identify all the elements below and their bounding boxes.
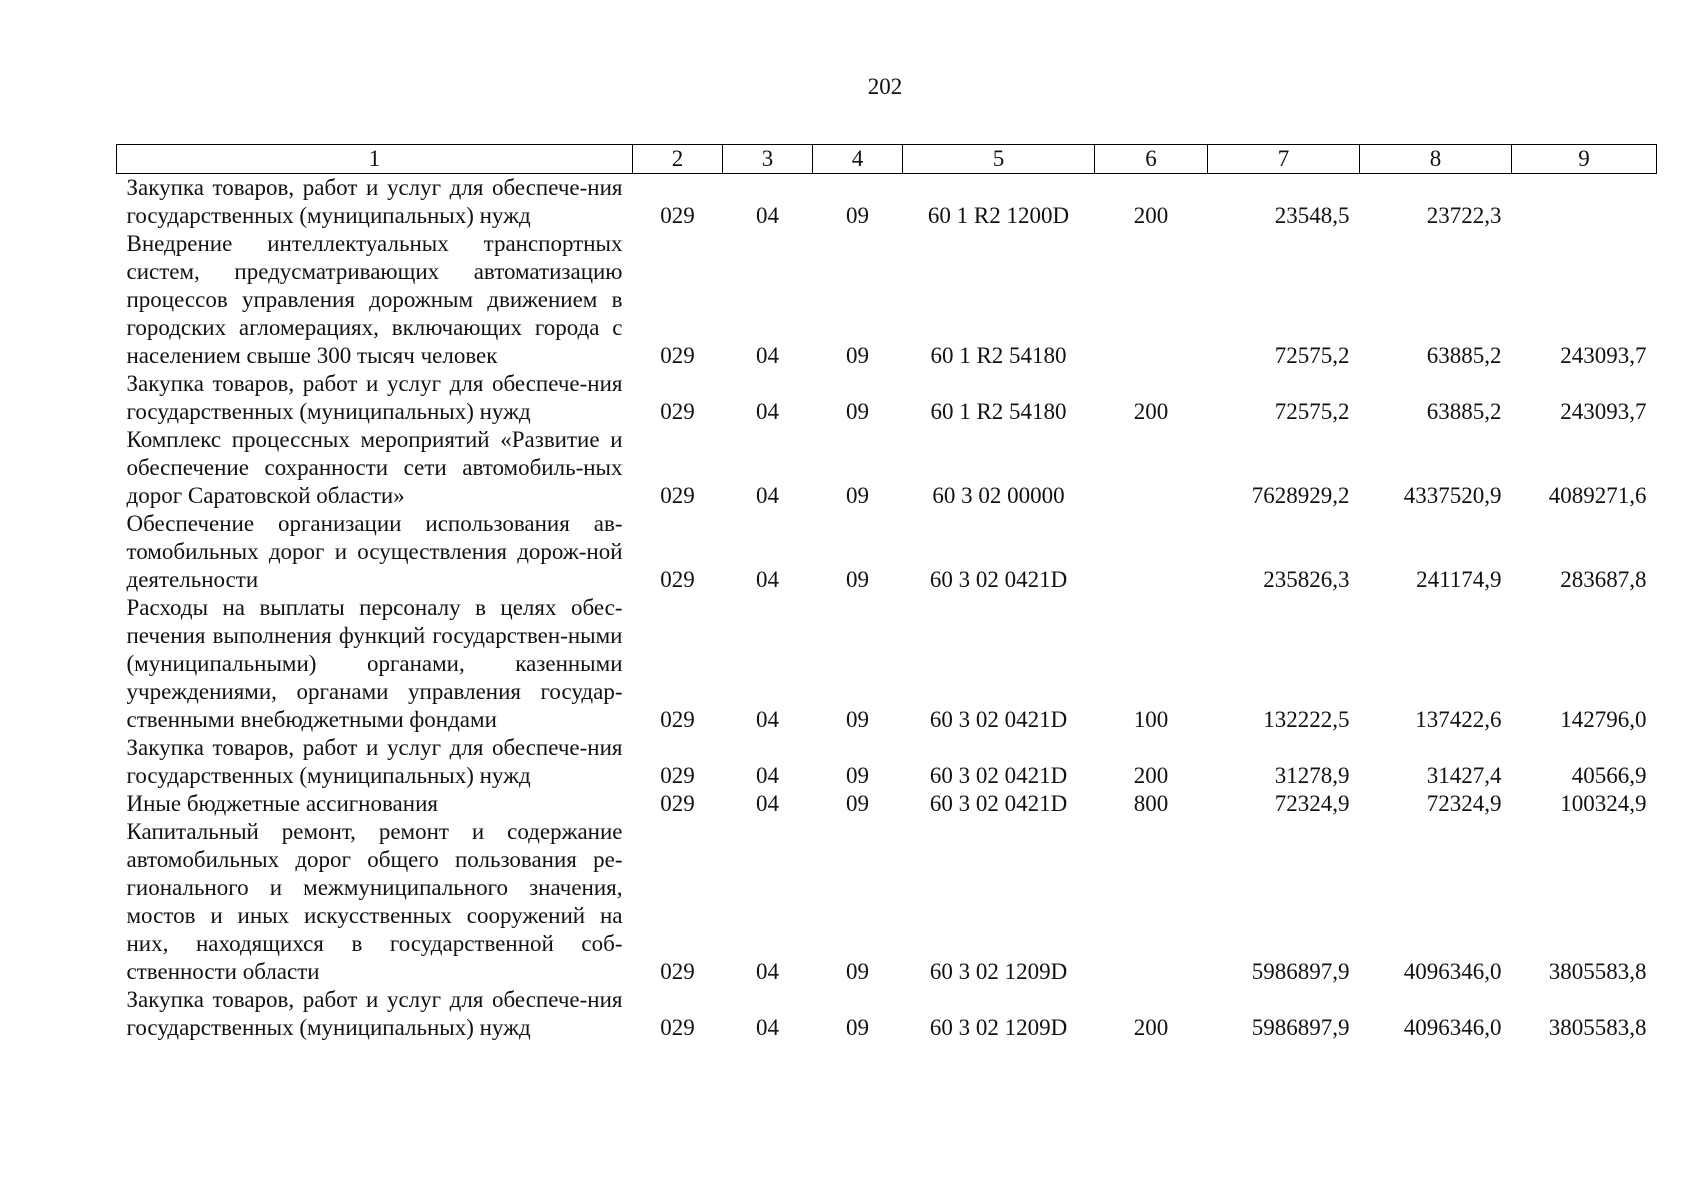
row-col-2: 029 [660,567,695,592]
row-col-5: 60 1 R2 1200D [927,203,1070,228]
row-col-7: 72575,2 [1274,399,1350,424]
row-col-9: 4089271,6 [1548,483,1647,508]
table-row [117,790,1657,818]
row-col-3: 04 [756,791,779,816]
row-col-3: 04 [756,763,779,788]
table-row [117,230,1657,370]
row-col-2: 029 [660,959,695,984]
table-row [117,370,1657,426]
row-col-2: 029 [660,203,695,228]
row-col-3: 04 [756,707,779,732]
row-col-2: 029 [660,483,695,508]
row-col-9: 283687,8 [1560,567,1647,592]
column-header-6: 6 [1095,145,1208,174]
table-row [117,818,1657,986]
row-col-7: 235826,3 [1263,567,1350,592]
row-col-6 [1095,818,1208,986]
column-header-1: 1 [117,145,633,174]
row-col-6: 800 [1133,791,1169,816]
row-name: Иные бюджетные ассигнования [126,791,438,816]
row-col-9: 3805583,8 [1548,1015,1647,1040]
row-col-4: 09 [846,567,869,592]
row-col-2: 029 [660,343,695,368]
row-col-9: 3805583,8 [1548,959,1647,984]
row-col-4: 09 [846,707,869,732]
column-header-8: 8 [1360,145,1512,174]
table-body [117,174,1657,1043]
row-col-7: 72324,9 [1274,791,1350,816]
row-col-4: 09 [846,959,869,984]
table-row [117,734,1657,790]
row-col-9: 243093,7 [1560,343,1647,368]
table-row [117,986,1657,1042]
row-name: Внедрение интеллектуальных транспортных систем, предусматривающих автоматизацию процессов управления дорожным движением в городских агломерациях, включающих города с населением свыше 300 тысяч человек [126,231,623,368]
row-col-5: 60 3 02 00000 [932,483,1065,508]
row-col-8: 4096346,0 [1403,959,1502,984]
row-col-6 [1095,426,1208,510]
row-col-3: 04 [756,203,779,228]
row-col-6 [1095,230,1208,370]
row-col-8: 31427,4 [1426,763,1502,788]
row-col-8: 4337520,9 [1403,483,1502,508]
row-col-5: 60 3 02 0421D [929,791,1068,816]
row-col-4: 09 [846,399,869,424]
row-col-3: 04 [756,567,779,592]
row-col-2: 029 [660,707,695,732]
row-col-7: 23548,5 [1274,203,1350,228]
row-col-2: 029 [660,791,695,816]
row-col-8: 63885,2 [1426,343,1502,368]
row-name: Закупка товаров, работ и услуг для обеспече-ния государственных (муниципальных) нужд [126,175,623,228]
row-col-7: 5986897,9 [1251,959,1350,984]
row-col-5: 60 1 R2 54180 [930,343,1067,368]
row-col-3: 04 [756,343,779,368]
row-col-4: 09 [846,203,869,228]
row-col-5: 60 1 R2 54180 [930,399,1067,424]
row-col-5: 60 3 02 1209D [929,959,1068,984]
row-col-7: 31278,9 [1274,763,1350,788]
column-header-9: 9 [1512,145,1657,174]
row-name: Капитальный ремонт, ремонт и содержание автомобильных дорог общего пользования ре-гионального и межмуниципального значения, мостов и иных искусственных сооружений на них, находящихся в государственной соб-ственности области [126,819,623,984]
row-col-3: 04 [756,1015,779,1040]
row-col-3: 04 [756,399,779,424]
row-col-8: 63885,2 [1426,399,1502,424]
row-col-6: 200 [1133,763,1169,788]
column-header-7: 7 [1208,145,1360,174]
row-name: Обеспечение организации использования ав-томобильных дорог и осуществления дорож-ной деятельности [126,511,623,592]
row-col-9: 40566,9 [1571,763,1647,788]
row-col-8: 23722,3 [1426,203,1502,228]
row-col-3: 04 [756,483,779,508]
row-col-4: 09 [846,1015,869,1040]
row-name: Закупка товаров, работ и услуг для обеспече-ния государственных (муниципальных) нужд [126,371,623,424]
row-name: Закупка товаров, работ и услуг для обеспече-ния государственных (муниципальных) нужд [126,735,623,788]
row-col-4: 09 [846,763,869,788]
row-col-6 [1095,510,1208,594]
row-col-8: 72324,9 [1426,791,1502,816]
row-col-5: 60 3 02 0421D [929,707,1068,732]
row-col-8: 4096346,0 [1403,1015,1502,1040]
row-col-6: 100 [1133,707,1169,732]
row-col-5: 60 3 02 0421D [929,567,1068,592]
column-header-5: 5 [903,145,1095,174]
row-col-9 [1512,174,1657,231]
row-col-4: 09 [846,791,869,816]
page-number: 202 [867,74,903,99]
row-col-4: 09 [846,343,869,368]
row-col-9: 100324,9 [1560,791,1647,816]
table-row [117,426,1657,510]
row-col-7: 5986897,9 [1251,1015,1350,1040]
row-name: Расходы на выплаты персоналу в целях обес-печения выполнения функций государствен-ными (муниципальными) органами, казенными учреждениями, органами управления государ-ственными внебюджетными фондами [126,595,623,732]
row-col-8: 137422,6 [1415,707,1502,732]
table-row [117,174,1657,231]
row-col-8: 241174,9 [1416,567,1502,592]
row-name: Комплекс процессных мероприятий «Развитие и обеспечение сохранности сети автомобиль-ных дорог Саратовской области» [126,427,623,508]
row-col-5: 60 3 02 1209D [929,1015,1068,1040]
row-col-6: 200 [1133,203,1169,228]
table-row [117,594,1657,734]
table-header-row [117,145,1657,174]
column-header-2: 2 [633,145,723,174]
row-col-5: 60 3 02 0421D [929,763,1068,788]
row-col-2: 029 [660,763,695,788]
row-col-2: 029 [660,1015,695,1040]
row-col-7: 7628929,2 [1251,483,1350,508]
row-col-7: 72575,2 [1274,343,1350,368]
column-header-4: 4 [813,145,903,174]
row-col-9: 142796,0 [1560,707,1647,732]
row-name: Закупка товаров, работ и услуг для обеспече-ния государственных (муниципальных) нужд [126,987,623,1040]
row-col-4: 09 [846,483,869,508]
row-col-2: 029 [660,399,695,424]
row-col-6: 200 [1133,1015,1169,1040]
row-col-6: 200 [1133,399,1169,424]
row-col-3: 04 [756,959,779,984]
row-col-9: 243093,7 [1560,399,1647,424]
row-col-7: 132222,5 [1263,707,1350,732]
budget-table [116,144,1657,1042]
column-header-3: 3 [723,145,813,174]
table-row [117,510,1657,594]
